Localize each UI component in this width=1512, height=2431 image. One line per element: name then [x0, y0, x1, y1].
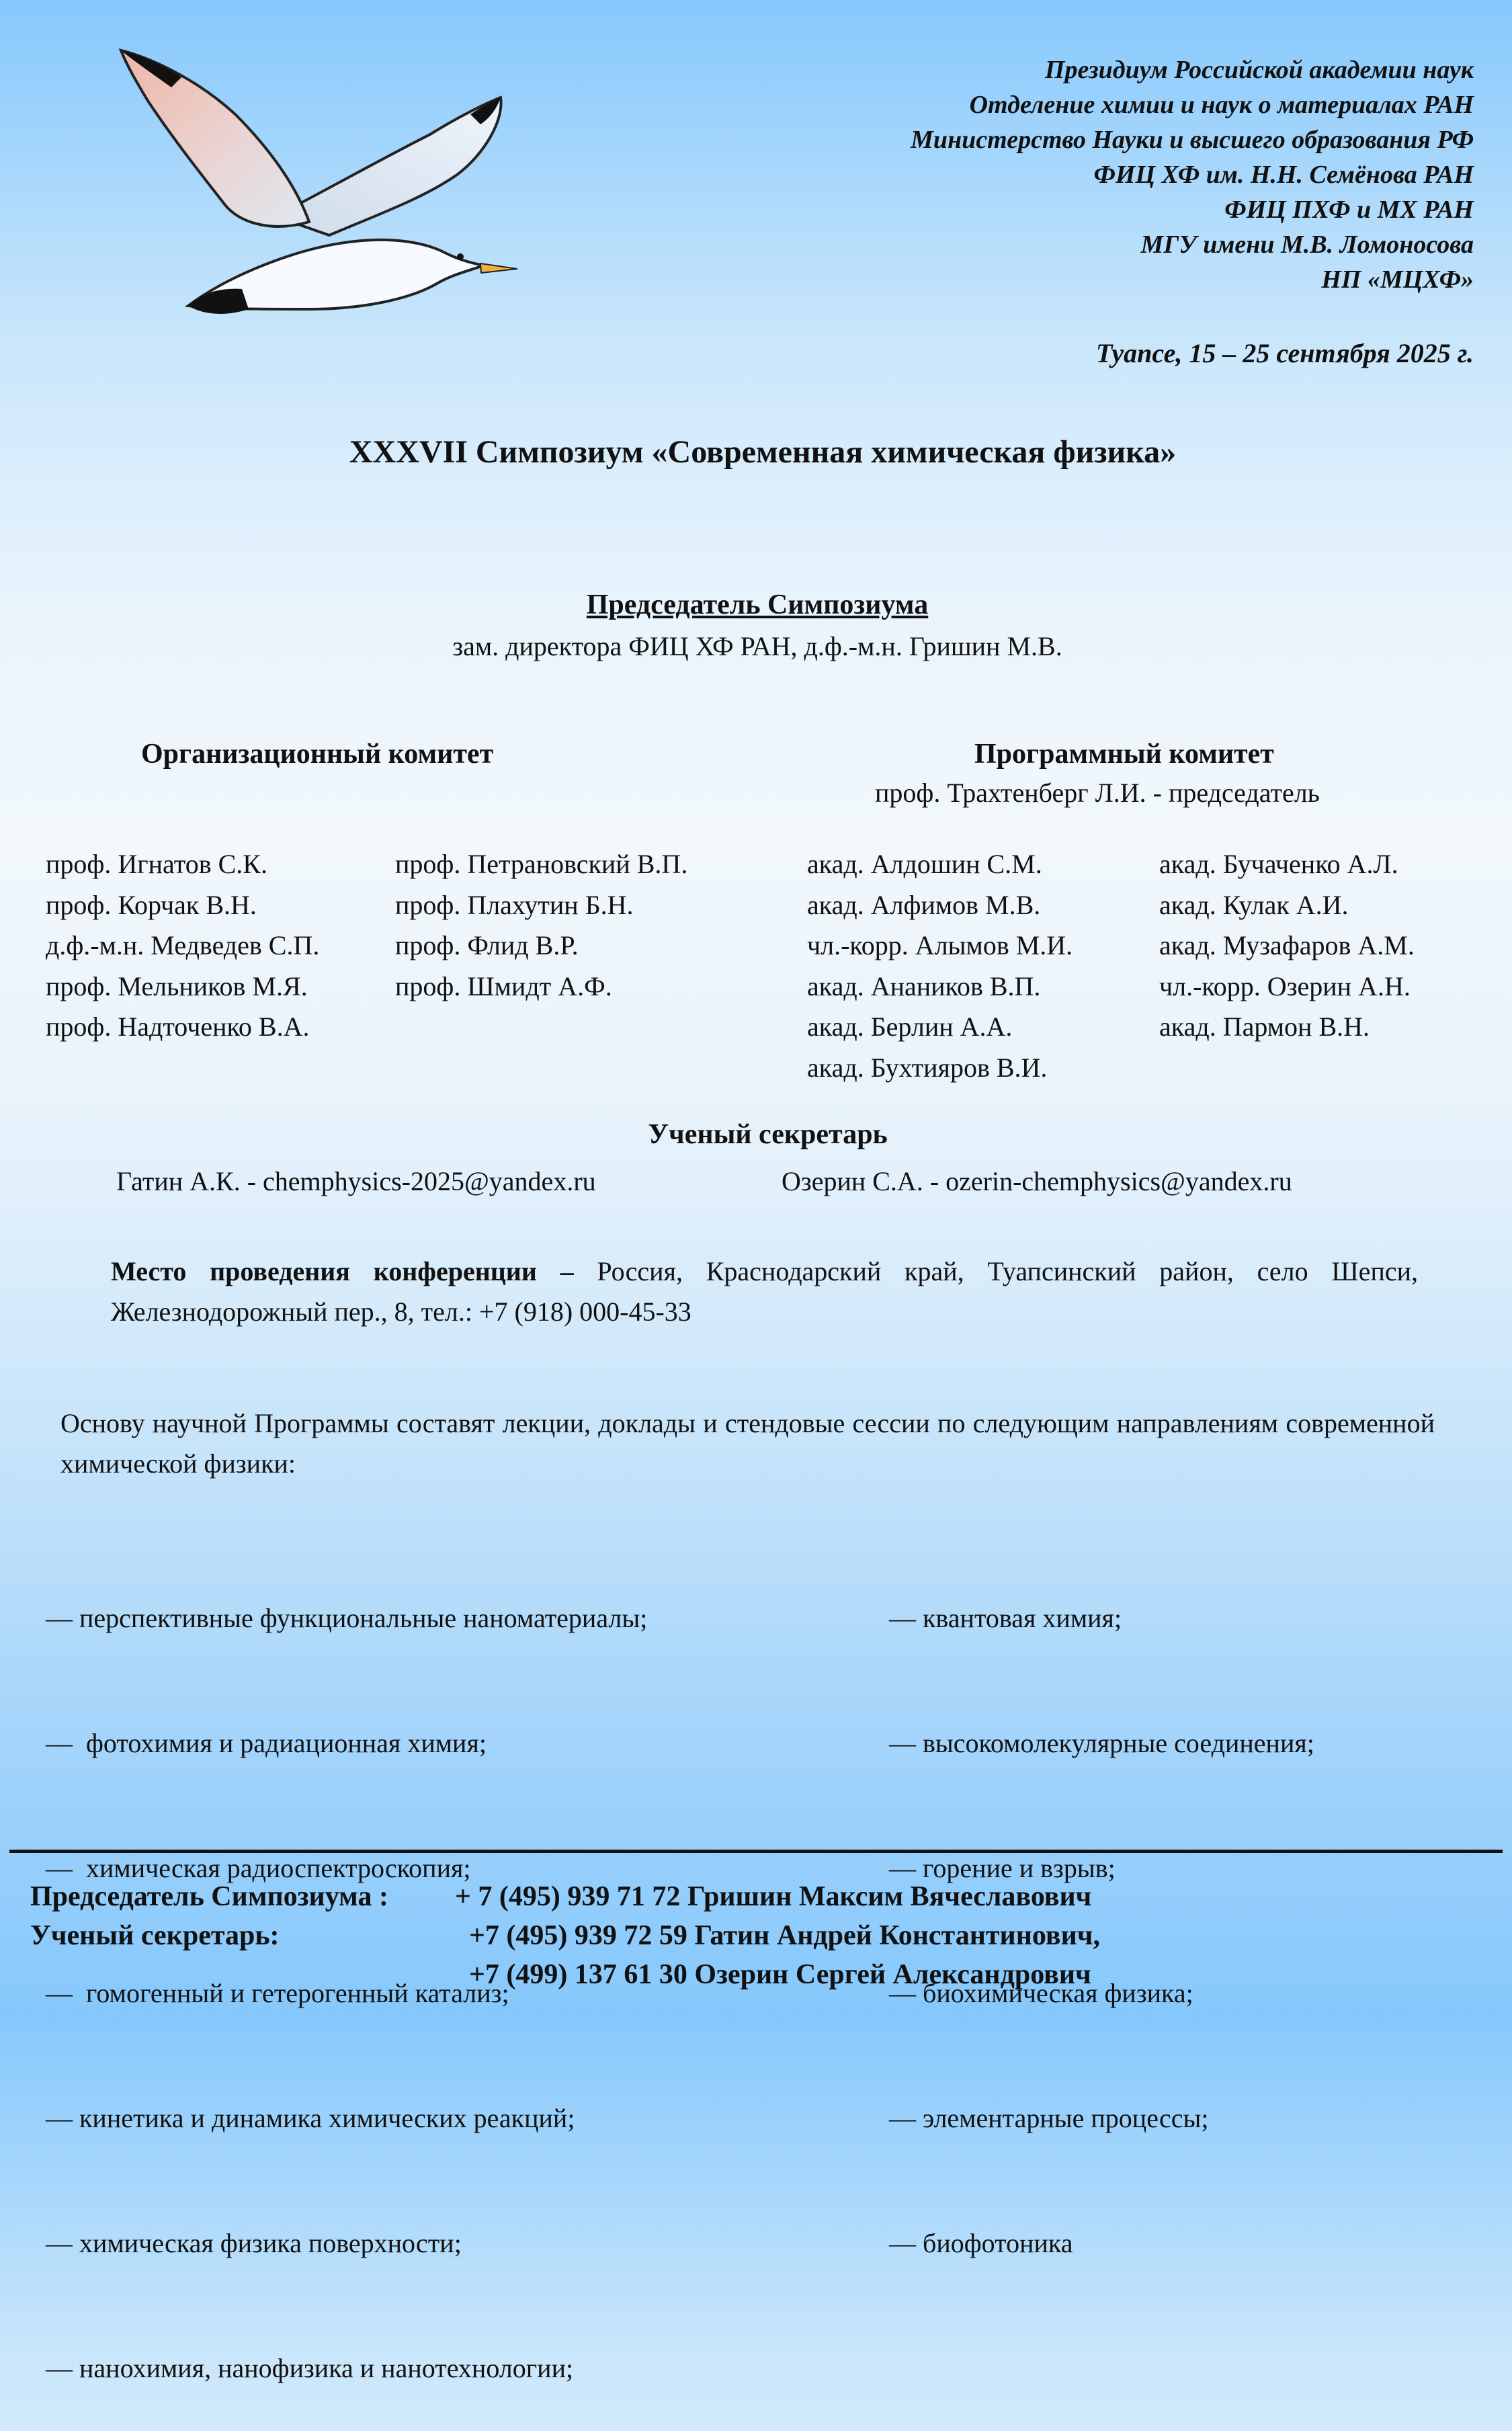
topic-item: — квантовая химия; [889, 1603, 1122, 1633]
member: акад. Музафаров А.М. [1159, 930, 1415, 960]
chair-contact-value: + 7 (495) 939 71 72 Гришин Максим Вячеславович [455, 1881, 1092, 1912]
org-committee-col2 [395, 844, 687, 1007]
organizer: ФИЦ ПХФ и МХ РАН [1224, 196, 1474, 224]
organizer: МГУ имени М.В. Ломоносова [1140, 231, 1474, 259]
member: проф. Корчак В.Н. [46, 889, 257, 920]
secretary-contact-value-2: +7 (499) 137 61 30 Озерин Сергей Александрович [469, 1959, 1091, 1990]
member: чл.-корр. Алымов М.И. [807, 930, 1073, 960]
member: проф. Шмидт А.Ф. [395, 971, 612, 1001]
venue [111, 1251, 1418, 1332]
program-committee-heading: Программный комитет [974, 739, 1274, 770]
organizer: ФИЦ ХФ им. Н.Н. Семёнова РАН [1093, 161, 1474, 189]
member: д.ф.-м.н. Медведев С.П. [46, 930, 320, 960]
topic-item: — фотохимия и радиационная химия; [46, 1728, 487, 1758]
member: акад. Пармон В.Н. [1159, 1012, 1370, 1042]
member: акад. Берлин А.А. [807, 1012, 1013, 1042]
page-title: XXXVII Симпозиум «Современная химическая физика» [349, 434, 1177, 470]
secretary-contact-value-1: +7 (495) 939 72 59 Гатин Андрей Константинович, [469, 1920, 1100, 1951]
member: проф. Надточенко В.А. [46, 1012, 310, 1042]
member: чл.-корр. Озерин А.Н. [1159, 971, 1411, 1001]
program-intro: Основу научной Программы составят лекции, доклады и стендовые сессии по следующим направлениям современной химической физики: [60, 1408, 1435, 1479]
organizers-list [911, 52, 1474, 297]
topic-item: — биохимическая физика; [889, 1978, 1193, 2008]
secretary-heading: Ученый секретарь [648, 1119, 888, 1150]
topic-item: — кинетика и динамика химических реакций; [46, 2103, 575, 2133]
divider [9, 1850, 1503, 1853]
member: акад. Алдошин С.М. [807, 849, 1042, 879]
place-date: Туапсе, 15 – 25 сентября 2025 г. [1095, 338, 1474, 368]
topic-item: — гомогенный и гетерогенный катализ; [46, 1978, 509, 2008]
topic-item: — химическая физика поверхности; [46, 2228, 462, 2258]
topic-item: — перспективные функциональные наноматериалы; [46, 1603, 648, 1633]
program-committee-col1 [807, 844, 1073, 1088]
topic-item: — биофотоника [889, 2228, 1073, 2258]
member: проф. Игнатов С.К. [46, 849, 267, 879]
organizer: Министерство Науки и высшего образования РФ [911, 126, 1474, 154]
seagull-icon [108, 40, 551, 336]
member: проф. Мельников М.Я. [46, 971, 308, 1001]
topic-item: — горение и взрыв; [889, 1853, 1116, 1883]
member: проф. Флид В.Р. [395, 930, 579, 960]
org-committee-heading: Организационный комитет [141, 739, 494, 770]
program-committee-col2 [1159, 844, 1415, 1048]
chair-heading: Председатель Симпозиума [586, 589, 929, 620]
member: акад. Кулак А.И. [1159, 889, 1349, 920]
member: акад. Бучаченко А.Л. [1159, 849, 1398, 879]
topic-item: — высокомолекулярные соединения; [889, 1728, 1314, 1758]
topic-item: — нанохимия, нанофизика и нанотехнологии; [46, 2353, 574, 2383]
secretary-contact-label: Ученый секретарь: [30, 1920, 280, 1951]
topic-item: — химическая радиоспектроскопия; [46, 1853, 471, 1883]
member: проф. Петрановский В.П. [395, 849, 688, 879]
chair-contact-label: Председатель Симпозиума : [30, 1881, 388, 1912]
member: акад. Бухтияров В.И. [807, 1052, 1048, 1083]
secretary-contact-1: Гатин А.К. - chemphysics-2025@yandex.ru [116, 1166, 596, 1196]
topic-item: — элементарные процессы; [889, 2103, 1209, 2133]
org-committee-col1 [46, 844, 319, 1048]
secretary-contact-2: Озерин С.А. - ozerin-chemphysics@yandex.ru [782, 1166, 1292, 1196]
venue-label: Место проведения конференции – [111, 1256, 574, 1286]
venue-text: Россия, Краснодарский край, Туапсинский район, село Шепси, Железнодорожный пер., 8, тел.: +7 (918) 000-45-33 [111, 1256, 1419, 1327]
member: акад. Анаников В.П. [807, 971, 1041, 1001]
chair-name: зам. директора ФИЦ ХФ РАН, д.ф.-м.н. Гришин М.В. [452, 631, 1062, 661]
organizer: Отделение химии и наук о материалах РАН [969, 91, 1474, 119]
member: проф. Плахутин Б.Н. [395, 889, 634, 920]
organizer: Президиум Российской академии наук [1044, 56, 1474, 84]
member: акад. Алфимов М.В. [807, 889, 1041, 920]
organizer: НП «МЦХФ» [1321, 265, 1474, 294]
program-committee-chair: проф. Трахтенберг Л.И. - председатель [875, 778, 1320, 808]
